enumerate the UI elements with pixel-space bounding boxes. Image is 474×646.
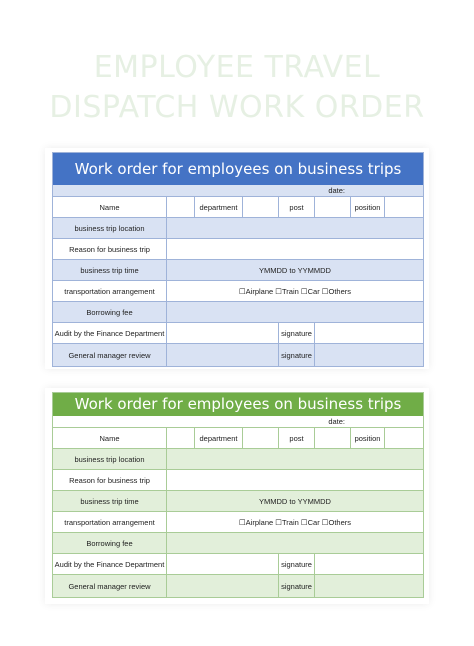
position-field[interactable]	[385, 428, 423, 449]
work-order-card-blue	[45, 148, 429, 369]
finance-audit-label: Audit by the Finance Department	[53, 554, 167, 575]
finance-signature-field[interactable]	[315, 554, 423, 575]
background-title-line-1: EMPLOYEE TRAVEL	[93, 50, 381, 85]
trip-reason-field[interactable]	[167, 470, 423, 491]
gm-signature-field[interactable]	[315, 575, 423, 597]
date-label: date:	[53, 185, 423, 197]
transport-options[interactable]: ☐Airplane ☐Train ☐Car ☐Others	[167, 512, 423, 533]
finance-signature-field[interactable]	[315, 323, 423, 344]
trip-location-field[interactable]	[167, 449, 423, 470]
post-field[interactable]	[315, 428, 351, 449]
signature-label: signature	[279, 323, 315, 344]
position-field[interactable]	[385, 197, 423, 218]
borrowing-fee-field[interactable]	[167, 302, 423, 323]
background-title-line-2: DISPATCH WORK ORDER	[49, 90, 425, 125]
trip-location-label: business trip location	[53, 218, 167, 239]
department-label: department	[195, 197, 243, 218]
transport-label: transportation arrangement	[53, 512, 167, 533]
gm-review-field[interactable]	[167, 344, 279, 366]
signature-label: signature	[279, 554, 315, 575]
work-order-form	[52, 392, 424, 598]
borrowing-fee-field[interactable]	[167, 533, 423, 554]
trip-location-label: business trip location	[53, 449, 167, 470]
department-field[interactable]	[243, 428, 279, 449]
work-order-card-green	[45, 388, 429, 604]
signature-label: signature	[279, 575, 315, 597]
gm-review-field[interactable]	[167, 575, 279, 597]
name-field[interactable]	[167, 197, 195, 218]
transport-options[interactable]: ☐Airplane ☐Train ☐Car ☐Others	[167, 281, 423, 302]
trip-reason-label: Reason for business trip	[53, 470, 167, 491]
borrowing-fee-label: Borrowing fee	[53, 533, 167, 554]
finance-audit-field[interactable]	[167, 554, 279, 575]
position-label: position	[351, 197, 385, 218]
date-label: date:	[53, 416, 423, 428]
borrowing-fee-label: Borrowing fee	[53, 302, 167, 323]
trip-location-field[interactable]	[167, 218, 423, 239]
signature-label: signature	[279, 344, 315, 366]
name-label: Name	[53, 197, 167, 218]
trip-time-label: business trip time	[53, 260, 167, 281]
name-field[interactable]	[167, 428, 195, 449]
department-field[interactable]	[243, 197, 279, 218]
trip-time-label: business trip time	[53, 491, 167, 512]
finance-audit-field[interactable]	[167, 323, 279, 344]
transport-label: transportation arrangement	[53, 281, 167, 302]
work-order-form	[52, 152, 424, 367]
department-label: department	[195, 428, 243, 449]
trip-reason-field[interactable]	[167, 239, 423, 260]
gm-review-label: General manager review	[53, 344, 167, 366]
name-label: Name	[53, 428, 167, 449]
gm-review-label: General manager review	[53, 575, 167, 597]
post-label: post	[279, 197, 315, 218]
trip-time-field[interactable]: YMMDD to YYMMDD	[167, 260, 423, 281]
position-label: position	[351, 428, 385, 449]
form-header: Work order for employees on business trips	[53, 393, 423, 416]
finance-audit-label: Audit by the Finance Department	[53, 323, 167, 344]
trip-reason-label: Reason for business trip	[53, 239, 167, 260]
trip-time-field[interactable]: YMMDD to YYMMDD	[167, 491, 423, 512]
form-header: Work order for employees on business trips	[53, 153, 423, 185]
gm-signature-field[interactable]	[315, 344, 423, 366]
post-label: post	[279, 428, 315, 449]
post-field[interactable]	[315, 197, 351, 218]
